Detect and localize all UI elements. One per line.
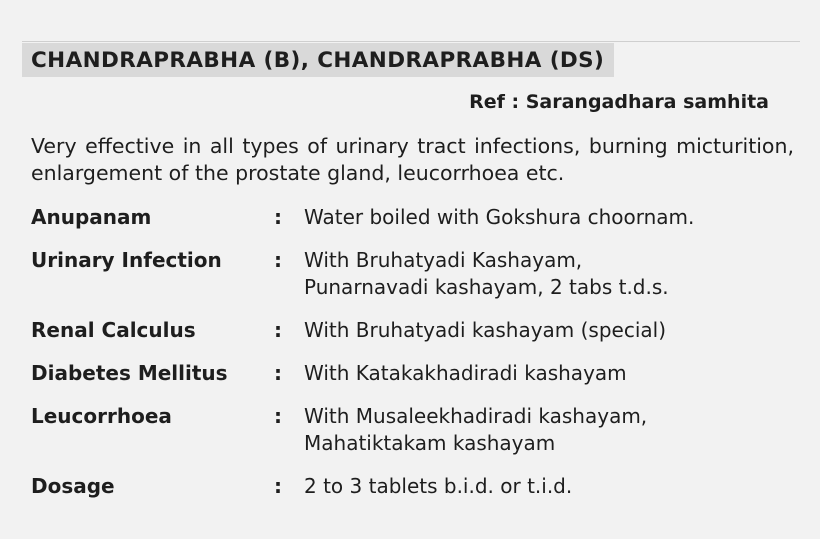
- entry-value: [304, 204, 694, 231]
- description-paragraph: Very effective in all types of urinary tract infections, burning micturition, enlargement of the prostate gland, leucorrhoea etc.: [31, 134, 794, 185]
- entry-colon: :: [274, 248, 282, 272]
- entry-value-line: Mahatiktakam kashayam: [304, 431, 556, 455]
- product-title: CHANDRAPRABHA (B), CHANDRAPRABHA (DS): [31, 47, 605, 73]
- entry-value-line: With Katakakhadiradi kashayam: [304, 361, 627, 385]
- entry-label: Urinary Infection: [31, 248, 222, 272]
- entry-value-line: Punarnavadi kashayam, 2 tabs t.d.s.: [304, 275, 669, 299]
- entry-label: Leucorrhoea: [31, 404, 172, 428]
- entry-value: [304, 403, 647, 457]
- entry-value-line: With Bruhatyadi Kashayam,: [304, 248, 583, 272]
- entry-label: Dosage: [31, 474, 115, 498]
- reference-text: Ref : Sarangadhara samhita: [469, 91, 769, 113]
- entry-value: [304, 473, 572, 500]
- entry-value-line: With Bruhatyadi kashayam (special): [304, 318, 667, 342]
- entry-value: [304, 360, 627, 387]
- entry-colon: :: [274, 318, 282, 342]
- entry-colon: :: [274, 404, 282, 428]
- top-divider: [22, 41, 800, 42]
- entry-label: Renal Calculus: [31, 318, 196, 342]
- entry-colon: :: [274, 474, 282, 498]
- entry-label: Diabetes Mellitus: [31, 361, 228, 385]
- entry-colon: :: [274, 361, 282, 385]
- entry-value-line: 2 to 3 tablets b.i.d. or t.i.d.: [304, 474, 573, 498]
- entry-value: [304, 317, 666, 344]
- entry-value-line: Water boiled with Gokshura choornam.: [304, 205, 695, 229]
- entry-label: Anupanam: [31, 205, 152, 229]
- entry-value-line: With Musaleekhadiradi kashayam,: [304, 404, 648, 428]
- entry-colon: :: [274, 205, 282, 229]
- title-banner: [22, 43, 614, 77]
- entry-value: [304, 247, 669, 301]
